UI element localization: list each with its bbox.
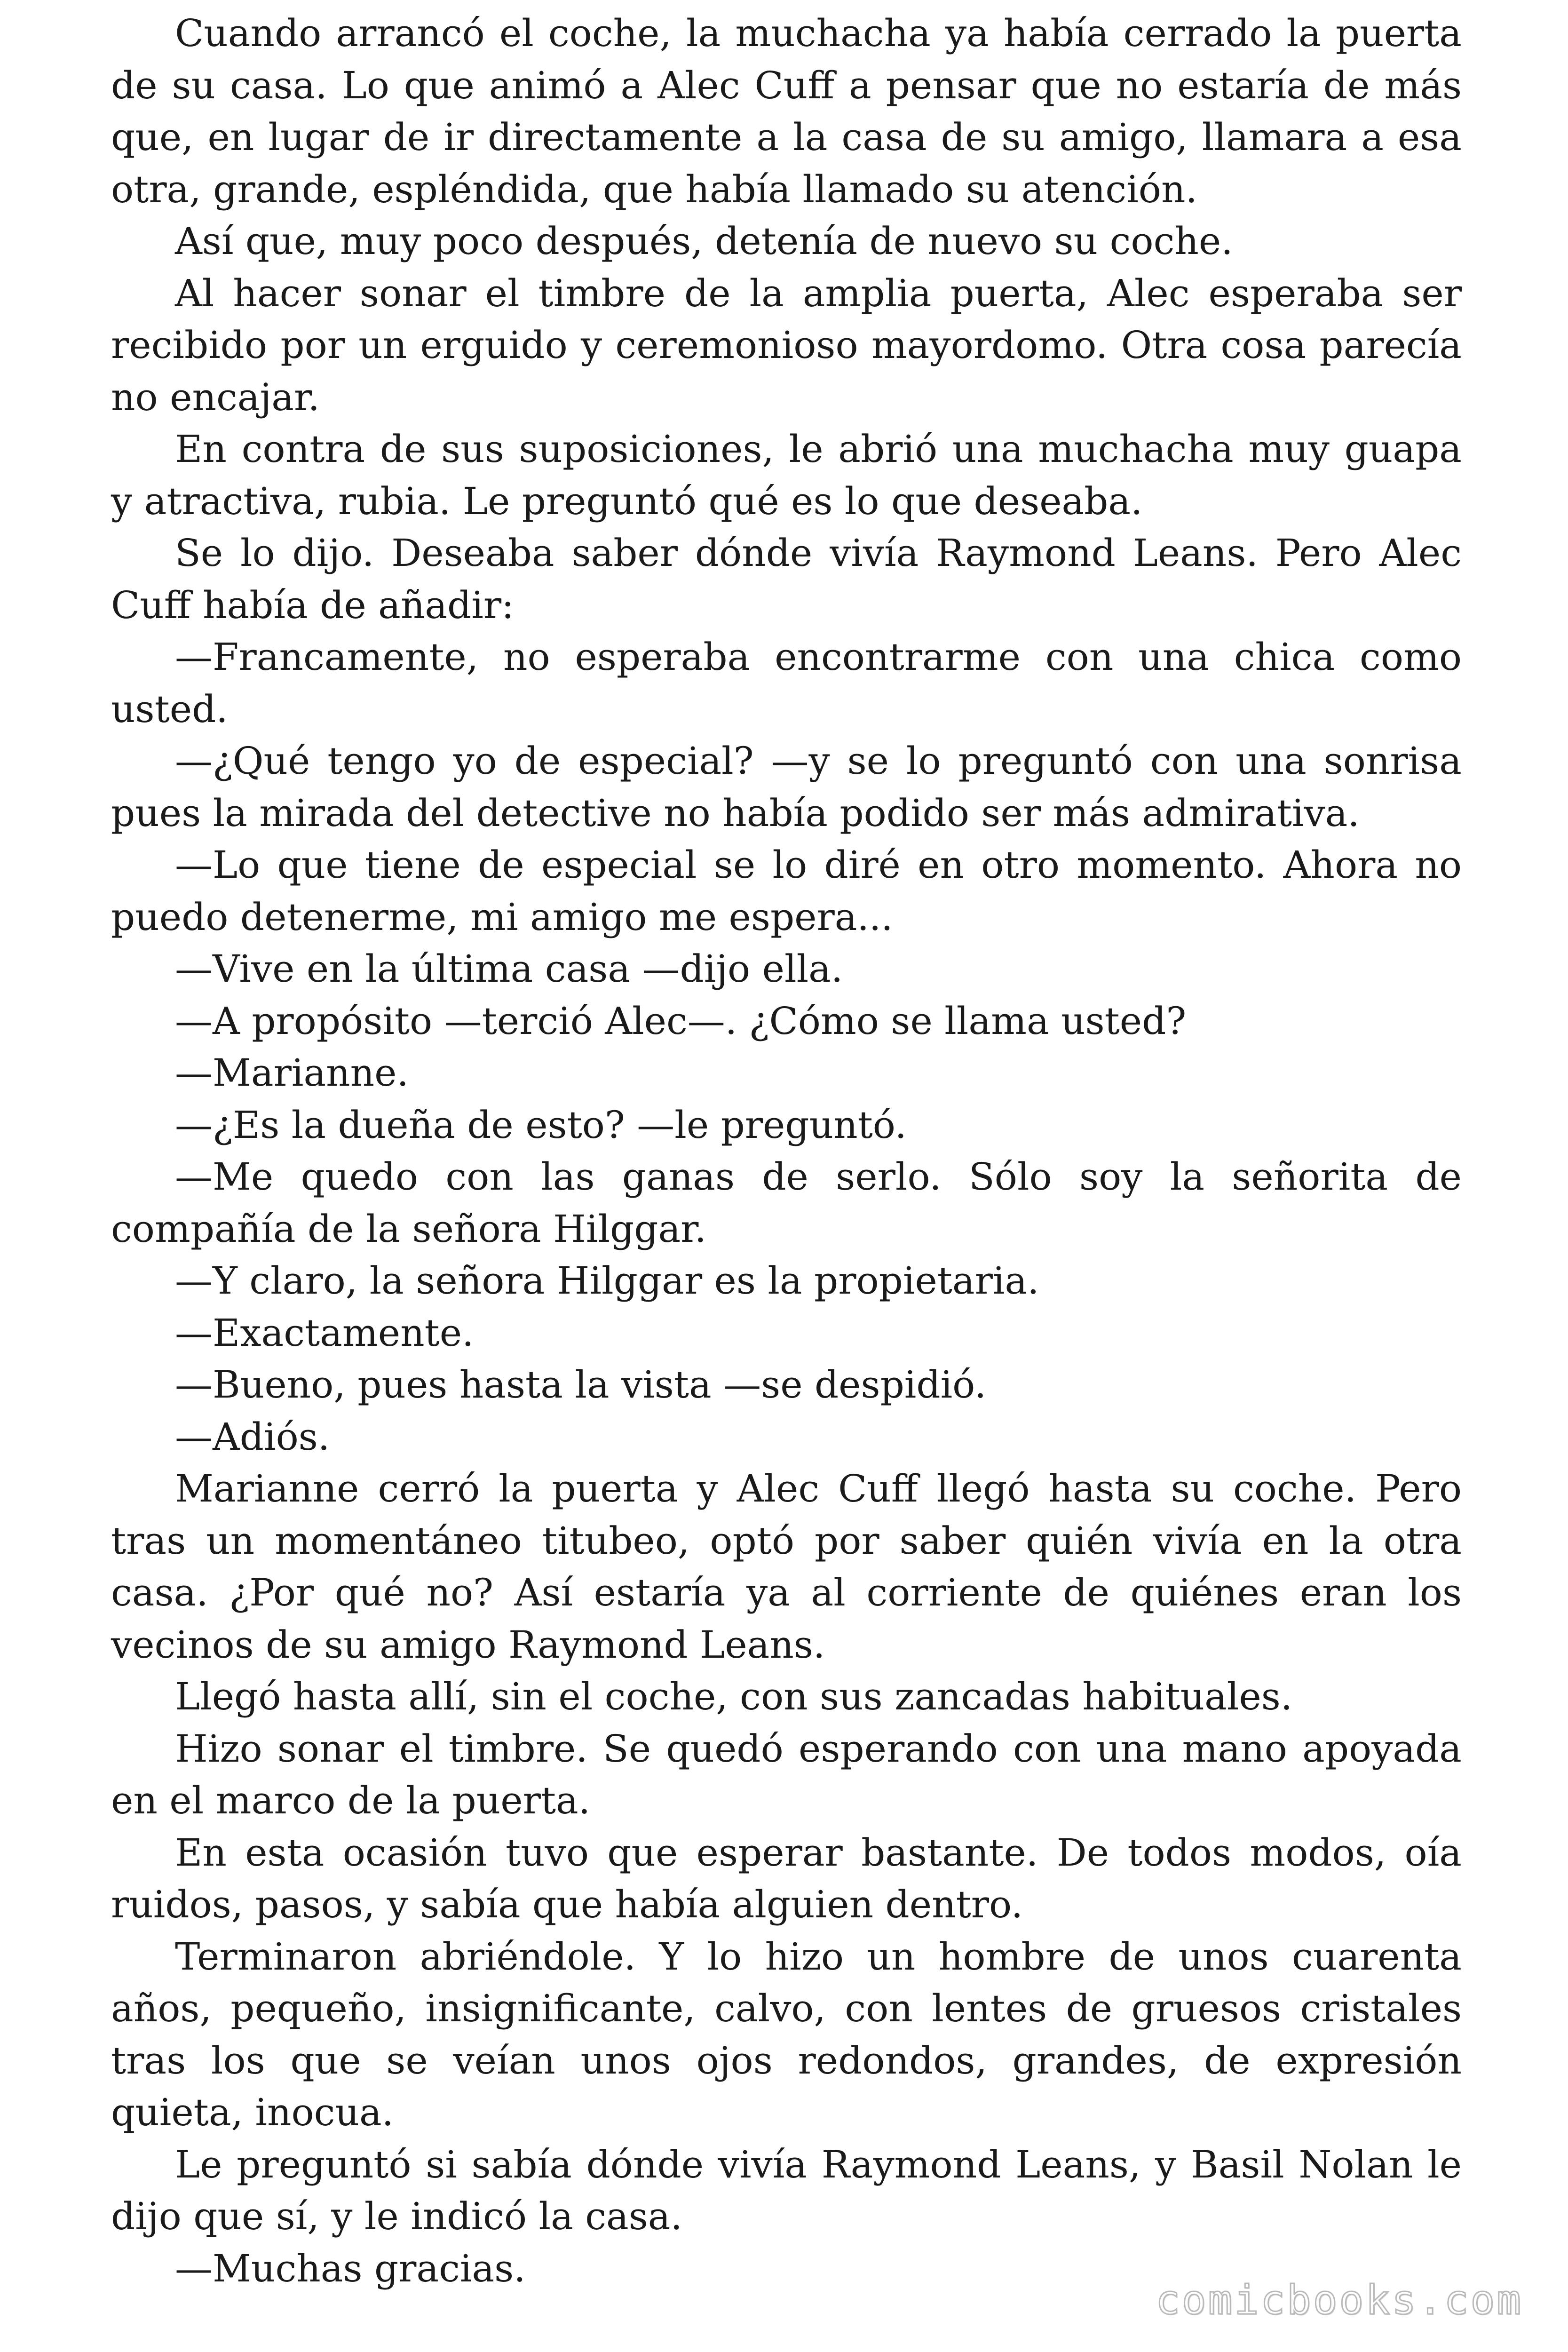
paragraph: Se lo dijo. Deseaba saber dónde vivía Raymond Leans. Pero Alec Cuff había de añadir:	[111, 531, 1462, 627]
dialogue-line: —Me quedo con las ganas de serlo. Sólo soy la señorita de compañía de la señora Hilggar.	[111, 1155, 1462, 1251]
paragraph: Terminaron abriéndole. Y lo hizo un hombre de unos cuarenta años, pequeño, insignificante, calvo, con lentes de gruesos cristales tras los que se veían unos ojos redondos, grandes, de expresión quieta, inocua.	[111, 1934, 1462, 2134]
paragraph: En esta ocasión tuvo que esperar bastante. De todos modos, oía ruidos, pasos, y sabía que había alguien dentro.	[111, 1830, 1462, 1926]
dialogue-line: —Lo que tiene de especial se lo diré en otro momento. Ahora no puedo detenerme, mi amigo me espera...	[111, 843, 1462, 939]
dialogue-line: —Vive en la última casa —dijo ella.	[175, 947, 843, 991]
paragraph: En contra de sus suposiciones, le abrió una muchacha muy guapa y atractiva, rubia. Le preguntó qué es lo que deseaba.	[111, 427, 1462, 523]
paragraph: Así que, muy poco después, detenía de nuevo su coche.	[175, 219, 1233, 263]
dialogue-line: —Y claro, la señora Hilggar es la propietaria.	[175, 1259, 1039, 1303]
dialogue-line: —Adiós.	[175, 1414, 330, 1459]
dialogue-line: —A propósito —terció Alec—. ¿Cómo se llama usted?	[175, 999, 1187, 1043]
book-page-text	[111, 8, 1462, 2295]
dialogue-line: —Marianne.	[175, 1051, 409, 1095]
paragraph: Hizo sonar el timbre. Se quedó esperando con una mano apoyada en el marco de la puerta.	[111, 1726, 1462, 1822]
dialogue-line: —Muchas gracias.	[175, 2246, 526, 2290]
dialogue-line: —Bueno, pues hasta la vista —se despidió.	[175, 1363, 987, 1406]
dialogue-line: —Francamente, no esperaba encontrarme con una chica como usted.	[111, 635, 1462, 731]
paragraph: Llegó hasta allí, sin el coche, con sus zancadas habituales.	[175, 1675, 1293, 1718]
paragraph: Marianne cerró la puerta y Alec Cuff llegó hasta su coche. Pero tras un momentáneo titubeo, optó por saber quién vivía en la otra casa. ¿Por qué no? Así estaría ya al corriente de quiénes eran los vecinos de su amigo Raymond Leans.	[111, 1467, 1462, 1667]
paragraph: Le preguntó si sabía dónde vivía Raymond Leans, y Basil Nolan le dijo que sí, y le indicó la casa.	[111, 2142, 1462, 2238]
paragraph: Cuando arrancó el coche, la muchacha ya había cerrado la puerta de su casa. Lo que animó a Alec Cuff a pensar que no estaría de más que, en lugar de ir directamente a la casa de su amigo, llamara a esa otra, grande, espléndida, que había llamado su atención.	[111, 11, 1462, 211]
watermark: comicbooks.com	[1156, 2277, 1523, 2324]
dialogue-line: —Exactamente.	[175, 1311, 474, 1355]
paragraph: Al hacer sonar el timbre de la amplia puerta, Alec esperaba ser recibido por un erguido y ceremonioso mayordomo. Otra cosa parecía no encajar.	[111, 271, 1462, 419]
dialogue-line: —¿Qué tengo yo de especial? —y se lo preguntó con una sonrisa pues la mirada del detective no había podido ser más admirativa.	[111, 739, 1462, 835]
dialogue-line: —¿Es la dueña de esto? —le preguntó.	[175, 1103, 907, 1147]
